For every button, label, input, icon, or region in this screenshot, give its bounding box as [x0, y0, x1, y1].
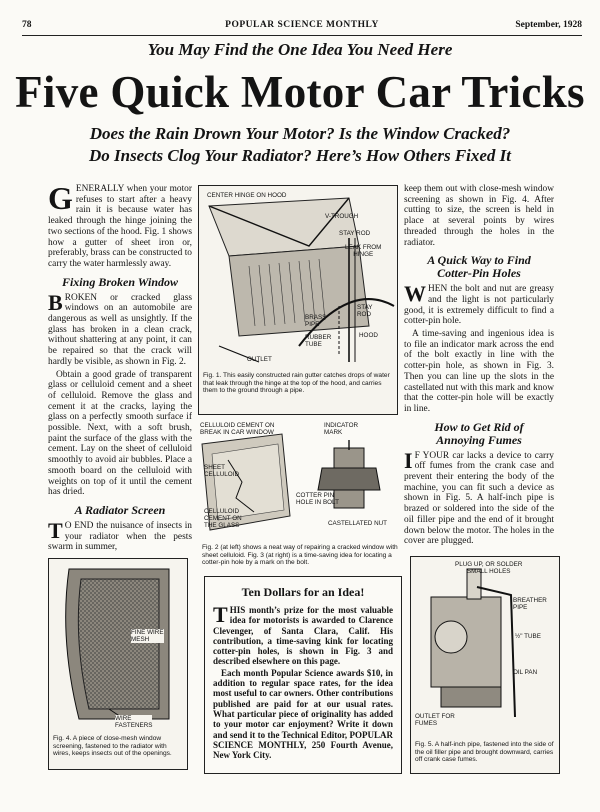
dropcap: I: [404, 447, 413, 473]
issue-date: September, 1928: [515, 20, 582, 30]
head-rule: [22, 35, 582, 36]
heading-fumes: How to Get Rid of Annoying Fumes: [434, 419, 524, 447]
radiator-para-1: O END the nuisance of insects in your radiator when the pests swarm in summer,: [48, 520, 192, 553]
intro-text: ENERALLY when your motor refuses to start after a heavy rain it is because water has leaked through the hinge joining the two sections of the hood. Fig. 1 shows how a gutter of sheet iron or, preferably, brass can be constructed to carry the water harmlessly away.: [48, 184, 193, 269]
label-outlet: OUTLET: [247, 356, 272, 363]
dropcap: T: [213, 602, 228, 627]
dropcap: W: [404, 281, 426, 307]
heading-radiator: A Radiator Screen: [74, 502, 166, 517]
kicker: You May Find the One Idea You Need Here: [147, 40, 453, 59]
label-fine-mesh: FINE WIRE MESH: [131, 629, 164, 643]
right-column: [404, 184, 554, 549]
label-cotter-hole: COTTER PIN HOLE IN BOLT: [296, 492, 339, 506]
label-leak: LEAK FROM HINGE: [345, 244, 382, 258]
label-wire-fasteners: WIRE FASTENERS: [115, 715, 153, 729]
label-indicator-mark: INDICATOR MARK: [324, 422, 359, 436]
label-brass-pipe: BRASS PIPE: [305, 314, 327, 328]
prize-heading: Ten Dollars for an Idea!: [241, 585, 365, 599]
figure-5-caption: Fig. 5. A half-inch pipe, fastened into the side of the oil filler pipe and brought downward, carries off crank case fumes.: [415, 741, 554, 764]
left-column: [48, 180, 193, 555]
heading-cotter-pin: A Quick Way to Find Cotter-Pin Holes: [427, 253, 531, 281]
figure-2-3-caption: Fig. 2 (at left) shows a neat way of repairing a cracked window with sheet celluloid. Fig. 3 (at right) is a time-saving idea for locating a cotter-pin hole by a mark on the bolt.: [202, 544, 398, 567]
label-stay-rod: STAY ROD: [339, 230, 371, 237]
label-cement-break: CELLULOID CEMENT ON BREAK IN CAR WINDOW: [200, 422, 275, 436]
label-plug-up: PLUG UP, OR SOLDER SMALL HOLES: [455, 561, 523, 575]
dropcap: T: [48, 517, 63, 543]
figure-1: [198, 185, 398, 415]
rain-gutter-drawing: [199, 186, 397, 368]
label-outlet-fumes: OUTLET FOR FUMES: [415, 713, 455, 727]
running-head: [22, 20, 582, 34]
label-breather-pipe: BREATHER PIPE: [513, 597, 547, 611]
label-oil-pan: OIL PAN: [513, 669, 538, 676]
label-center-hinge: CENTER HINGE ON HOOD: [207, 192, 287, 199]
article-title: Five Quick Motor Car Tricks: [15, 67, 585, 117]
fumes-para-1: F YOUR car lacks a device to carry off fumes from the crank case and prevent their entering the body of the machine, you can fit such a device as shown in Fig. 5. A half-inch pipe is brazed or soldered into the side of the oil filler pipe and the end of it brought down below the motor. The holes in the cover are plugged.: [404, 450, 554, 547]
cotter-para-1: HEN the bolt and nut are greasy and the light is not particularly good, it is extremely difficult to find a cotter-pin hole.: [404, 284, 554, 327]
figure-4: [48, 558, 188, 770]
label-sheet-celluloid: SHEET CELLULOID: [204, 464, 239, 478]
figure-1-caption: Fig. 1. This easily constructed rain gutter catches drops of water that leak through the hinge at the top of the hood, and carries them to the ground through a pipe.: [203, 372, 390, 395]
breather-pipe-drawing: [411, 557, 559, 737]
prize-text: THIS month’s prize for the most valuable idea for motorists is awarded to Clarence Clevenger, of Santa Clara, Calif. His contribution, a time-saving kink for locating cotter-pin holes, is shown in Fig. 3 and described elsewhere on this page. Each month Popular Science awards $10, in addition to regular space rates, for the idea most useful to car owners. Other contributions published are paid for at our usual rates. What particular piece of originality has added to your motor car enjoyment? Write it down and send it to the Technical Editor, POPULAR SCIENCE MONTHLY, 250 Fourth Avenue, New York City.: [213, 602, 393, 761]
figure-2-3: [198, 420, 398, 538]
label-v-trough: V-TROUGH: [325, 213, 359, 220]
figure-5: [410, 556, 560, 774]
dropcap: G: [48, 180, 73, 216]
deck-line-1: Does the Rain Drown Your Motor? Is the Window Cracked?: [89, 124, 511, 143]
label-castellated-nut: CASTELLATED NUT: [328, 520, 388, 527]
deck-line-2: Do Insects Clog Your Radiator? Here’s How Others Fixed It: [88, 146, 512, 165]
cotter-para-2: A time-saving and ingenious idea is to file an indicator mark across the end of the bolt exactly in line with the cotter-pin hole, as shown in Fig. 3. Then you can line up the slots in the castellated nut with this mark and know that the cotter-pin hole will be exactly in line.: [404, 329, 554, 414]
window-para-1: ROKEN or cracked glass windows on an automobile are dangerous as well as unsightly. If the glass has broken in a clean crack, without shattering at any point, it can be repaired so that the crack will hardly be visible, as shown in Fig. 2.: [48, 292, 192, 367]
dropcap: B: [48, 289, 63, 315]
label-stay-rod-2: STAY ROD: [357, 304, 373, 318]
page-number: 78: [22, 20, 32, 30]
heading-window: Fixing Broken Window: [61, 274, 179, 289]
label-hood: HOOD: [359, 332, 378, 339]
label-rubber-tube: RUBBER TUBE: [305, 334, 332, 348]
magazine-name: POPULAR SCIENCE MONTHLY: [225, 20, 379, 30]
window-para-2: Obtain a good grade of transparent glass or celluloid cement and a sheet of celluloid. Remove the glass and cement it at the cracks, laying the glass on a perfectly smooth surface if possible. Next, with a soft brush, paint the surface of the glass with the cement. Lay on the sheet of celluloid smoothly to avoid air bubbles. Place a smooth board on the celluloid with weights on top of it until the cement has dried.: [48, 369, 192, 498]
radiator-screen-drawing: [49, 559, 187, 729]
radiator-para-continued: keep them out with close-mesh window screening as shown in Fig. 4. After cutting to size, the screen is held in place at several points by wires threaded through the holes in the radiator.: [404, 184, 554, 248]
label-half-inch-tube: ½" TUBE: [515, 633, 541, 640]
figure-4-caption: Fig. 4. A piece of close-mesh window screening, fastened to the radiator with wires, keeps insects out of the openings.: [53, 735, 172, 758]
prize-box: [204, 576, 402, 774]
label-celluloid-glass: CELLULOID CEMENT ON THE GLASS: [204, 508, 242, 529]
